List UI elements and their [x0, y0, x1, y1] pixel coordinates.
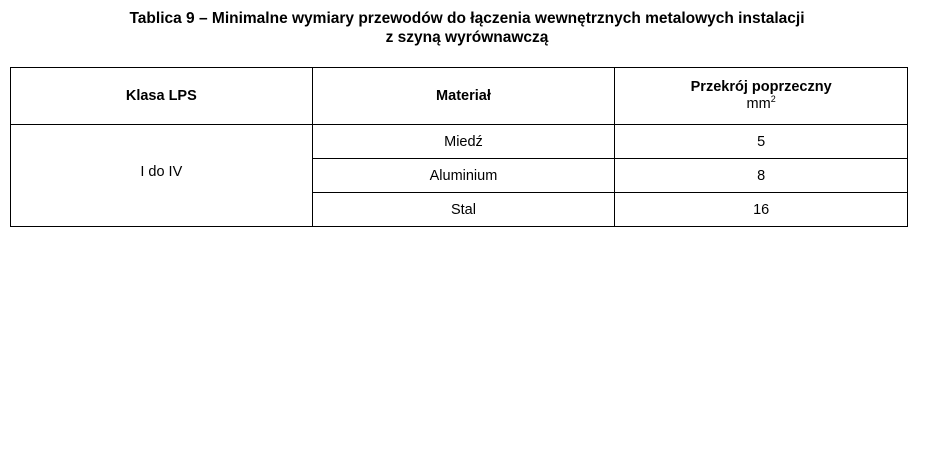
header-cross-section	[615, 68, 908, 125]
table-row	[11, 125, 908, 159]
material-cell: Aluminium	[312, 159, 615, 193]
table-caption	[0, 9, 934, 47]
header-unit-base: mm	[746, 96, 771, 112]
material-cell: Stal	[312, 193, 615, 227]
cross-section-cell: 8	[615, 159, 908, 193]
material-cell: Miedź	[312, 125, 615, 159]
cross-section-cell: 5	[615, 125, 908, 159]
header-cross-section-label: Przekrój poprzeczny	[690, 79, 832, 95]
table-caption-line-2: z szyną wyrównawczą	[385, 29, 549, 46]
header-material: Materiał	[312, 68, 615, 125]
table-caption-line-1: Tablica 9 – Minimalne wymiary przewodów do łączenia wewnętrznych metalowych instalacji	[129, 10, 805, 27]
table-header-row	[11, 68, 908, 125]
conductor-dimensions-table	[10, 67, 908, 227]
lps-class-cell: I do IV	[11, 125, 313, 227]
header-unit-exponent: 2	[770, 94, 776, 104]
header-unit	[615, 96, 907, 113]
header-lps-class: Klasa LPS	[11, 68, 313, 125]
cross-section-cell: 16	[615, 193, 908, 227]
